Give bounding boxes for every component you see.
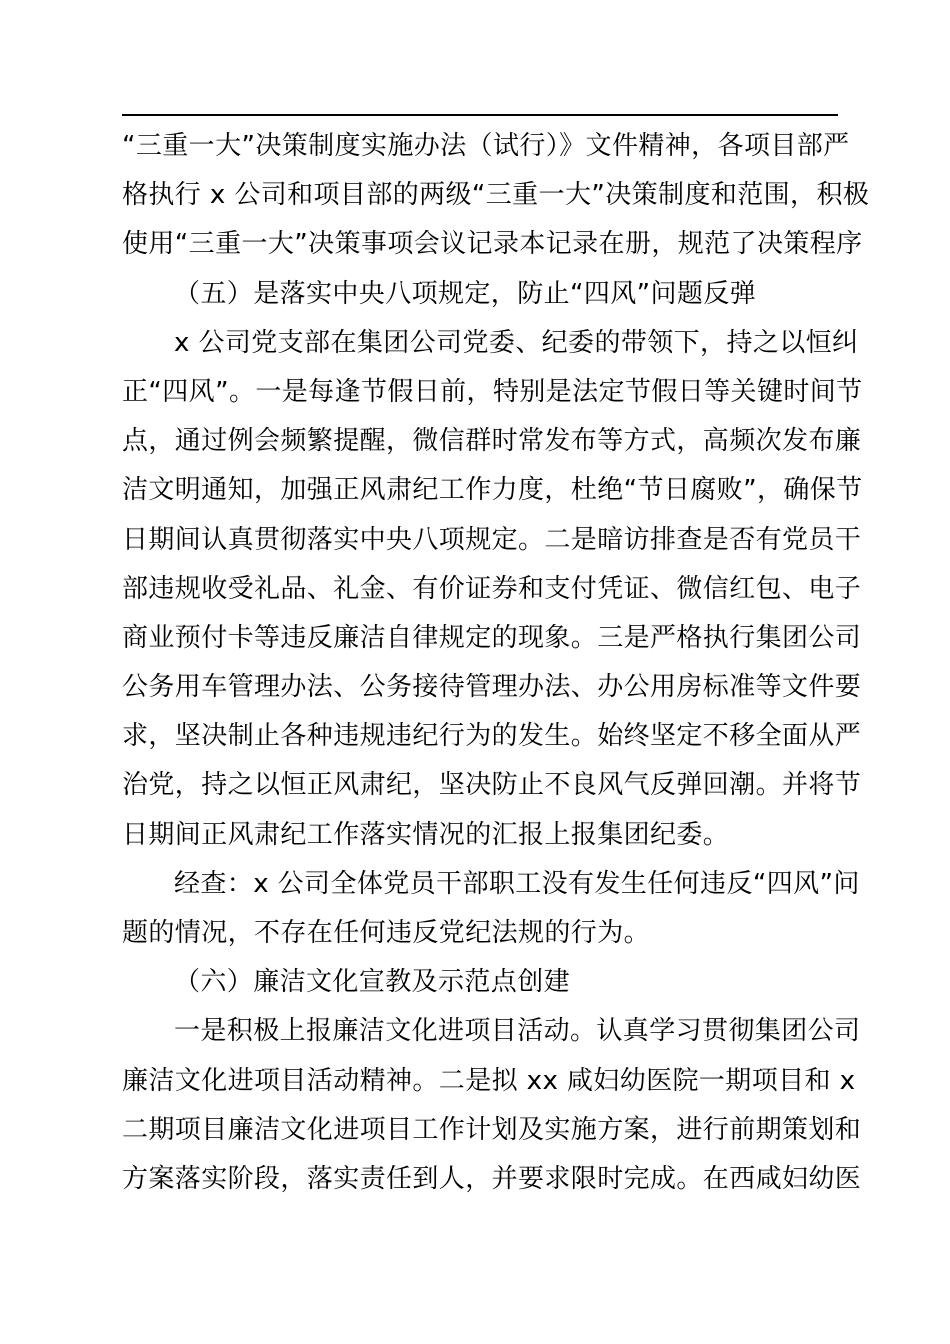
section-heading-6: （六）廉洁文化宣教及示范点创建 xyxy=(174,967,571,998)
text-line: 商业预付卡等违反廉洁自律规定的现象。三是严格执行集团公司 xyxy=(122,622,862,653)
text-line: 二期项目廉洁文化进项目工作计划及实施方案，进行前期策划和 xyxy=(122,1114,862,1145)
text-line: 正“四风”。一是每逢节假日前，特别是法定节假日等关键时间节 xyxy=(122,376,863,407)
text-line: 方案落实阶段，落实责任到人，并要求限时完成。在西咸妇幼医 xyxy=(122,1163,862,1194)
header-rule xyxy=(122,114,838,116)
text-line: 日期间认真贯彻落实中央八项规定。二是暗访排查是否有党员干 xyxy=(122,524,862,555)
text-line: 使用“三重一大”决策事项会议记录本记录在册，规范了决策程序 xyxy=(122,229,863,260)
text-line: 求，坚决制止各种违规违纪行为的发生。始终坚定不移全面从严 xyxy=(122,721,862,752)
text-line: 治党，持之以恒正风肃纪，坚决防止不良风气反弹回潮。并将节 xyxy=(122,770,862,801)
text-line: 经查：x 公司全体党员干部职工没有发生任何违反“四风”问 xyxy=(174,868,860,899)
text-line: “三重一大”决策制度实施办法（试行）》文件精神，各项目部严 xyxy=(122,131,850,161)
text-line: 题的情况，不存在任何违反党纪法规的行为。 xyxy=(122,918,651,948)
text-line: 一是积极上报廉洁文化进项目活动。认真学习贯彻集团公司 xyxy=(174,1016,861,1047)
section-heading-5: （五）是落实中央八项规定，防止“四风”问题反弹 xyxy=(174,278,757,309)
text-line: 点，通过例会频繁提醒，微信群时常发布等方式，高频次发布廉 xyxy=(122,426,862,457)
text-line: 格执行 x 公司和项目部的两级“三重一大”决策制度和范围，积极 xyxy=(122,180,870,211)
text-line: 日期间正风肃纪工作落实情况的汇报上报集团纪委。 xyxy=(122,819,730,850)
text-line: 洁文明通知，加强正风肃纪工作力度，杜绝“节日腐败”，确保节 xyxy=(122,475,863,506)
text-line: 公务用车管理办法、公务接待管理办法、办公用房标准等文件要 xyxy=(122,672,862,703)
text-line: x 公司党支部在集团公司党委、纪委的带领下，持之以恒纠 xyxy=(174,327,859,358)
body-text xyxy=(122,122,870,1204)
text-line: 廉洁文化进项目活动精神。二是拟 xx 咸妇幼医院一期项目和 x xyxy=(122,1065,856,1096)
text-line: 部违规收受礼品、礼金、有价证券和支付凭证、微信红包、电子 xyxy=(122,573,862,604)
